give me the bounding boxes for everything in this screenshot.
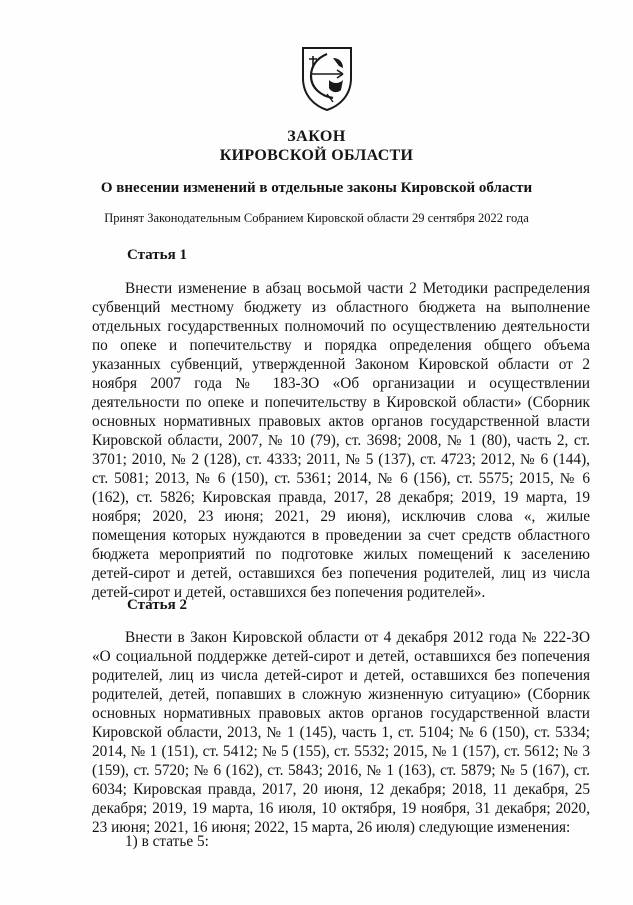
coat-of-arms-icon [299,44,355,112]
article-2-heading: Статья 2 [127,597,187,613]
law-title: ЗАКОН [287,128,346,145]
law-region: КИРОВСКОЙ ОБЛАСТИ [219,147,414,164]
article-1-heading: Статья 1 [127,247,187,263]
law-subtitle: О внесении изменений в отдельные законы Кировской области [100,180,533,196]
adoption-note: Принят Законодательным Собранием Кировской области 29 сентября 2022 года [104,211,529,225]
article-1-text: Внести изменение в абзац восьмой части 2 Методики распределения субвенций местному бюджету из областного бюджета на выполнение отдельных государственных полномочий по осуществлению деятельности по опеке и попечительству и порядка определения общего объема указанных субвенций, утвержденной Законом Кировской области от 2 ноября 2007 года № 183-ЗО «Об организации и осуществлении деятельности по опеке и попечительству в Кировской области» (Сборник основных нормативных правовых актов органов государственной власти Кировской области, 2007, № 10 (79), ст. 3698; 2008, № 1 (80), часть 2, ст. 3701; 2010, № 2 (128), ст. 4333; 2011, № 5 (137), ст. 4723; 2012, № 6 (144), ст. 5081; 2013, № 6 (150), ст. 5361; 2014, № 6 (156), ст. 5575; 2015, № 6 (162), ст. 5826; Кировская правда, 2017, 28 декабря; 2019, 19 марта, 19 ноября; 2020, 23 июня; 2021, 29 июня), исключив слова «, жилые помещения которых нуждаются в проведении за счет средств областного бюджета мероприятий по подготовке жилых помещений к заселению детей-сирот и детей, оставшихся без попечения родителей, лиц из числа детей-сирот и детей, оставшихся без попечения родителей». [92,280,590,601]
article-2-item-1: 1) в статье 5: [125,833,209,850]
article-2-text: Внести в Закон Кировской области от 4 декабря 2012 года № 222-ЗО «О социальной поддержке детей-сирот и детей, оставшихся без попечения родителей, лиц из числа детей-сирот и детей, оставшихся без попечения родителей, детей, попавших в сложную жизненную ситуацию» (Сборник основных нормативных правовых актов органов государственной власти Кировской области, 2013, № 1 (145), часть 1, ст. 5104; № 6 (150), ст. 5334; 2014, № 1 (151), ст. 5412; № 5 (155), ст. 5532; 2015, № 1 (157), ст. 5612; № 3 (159), ст. 5720; № 6 (162), ст. 5843; 2016, № 1 (163), ст. 5879; № 5 (167), ст. 6034; Кировская правда, 2017, 20 июня, 12 декабря; 2018, 11 декабря, 25 декабря; 2019, 19 марта, 16 июля, 10 октября, 19 ноября, 31 декабря; 2020, 23 июня; 2021, 16 июня; 2022, 15 марта, 26 июля) следующие изменения: [92,629,590,836]
